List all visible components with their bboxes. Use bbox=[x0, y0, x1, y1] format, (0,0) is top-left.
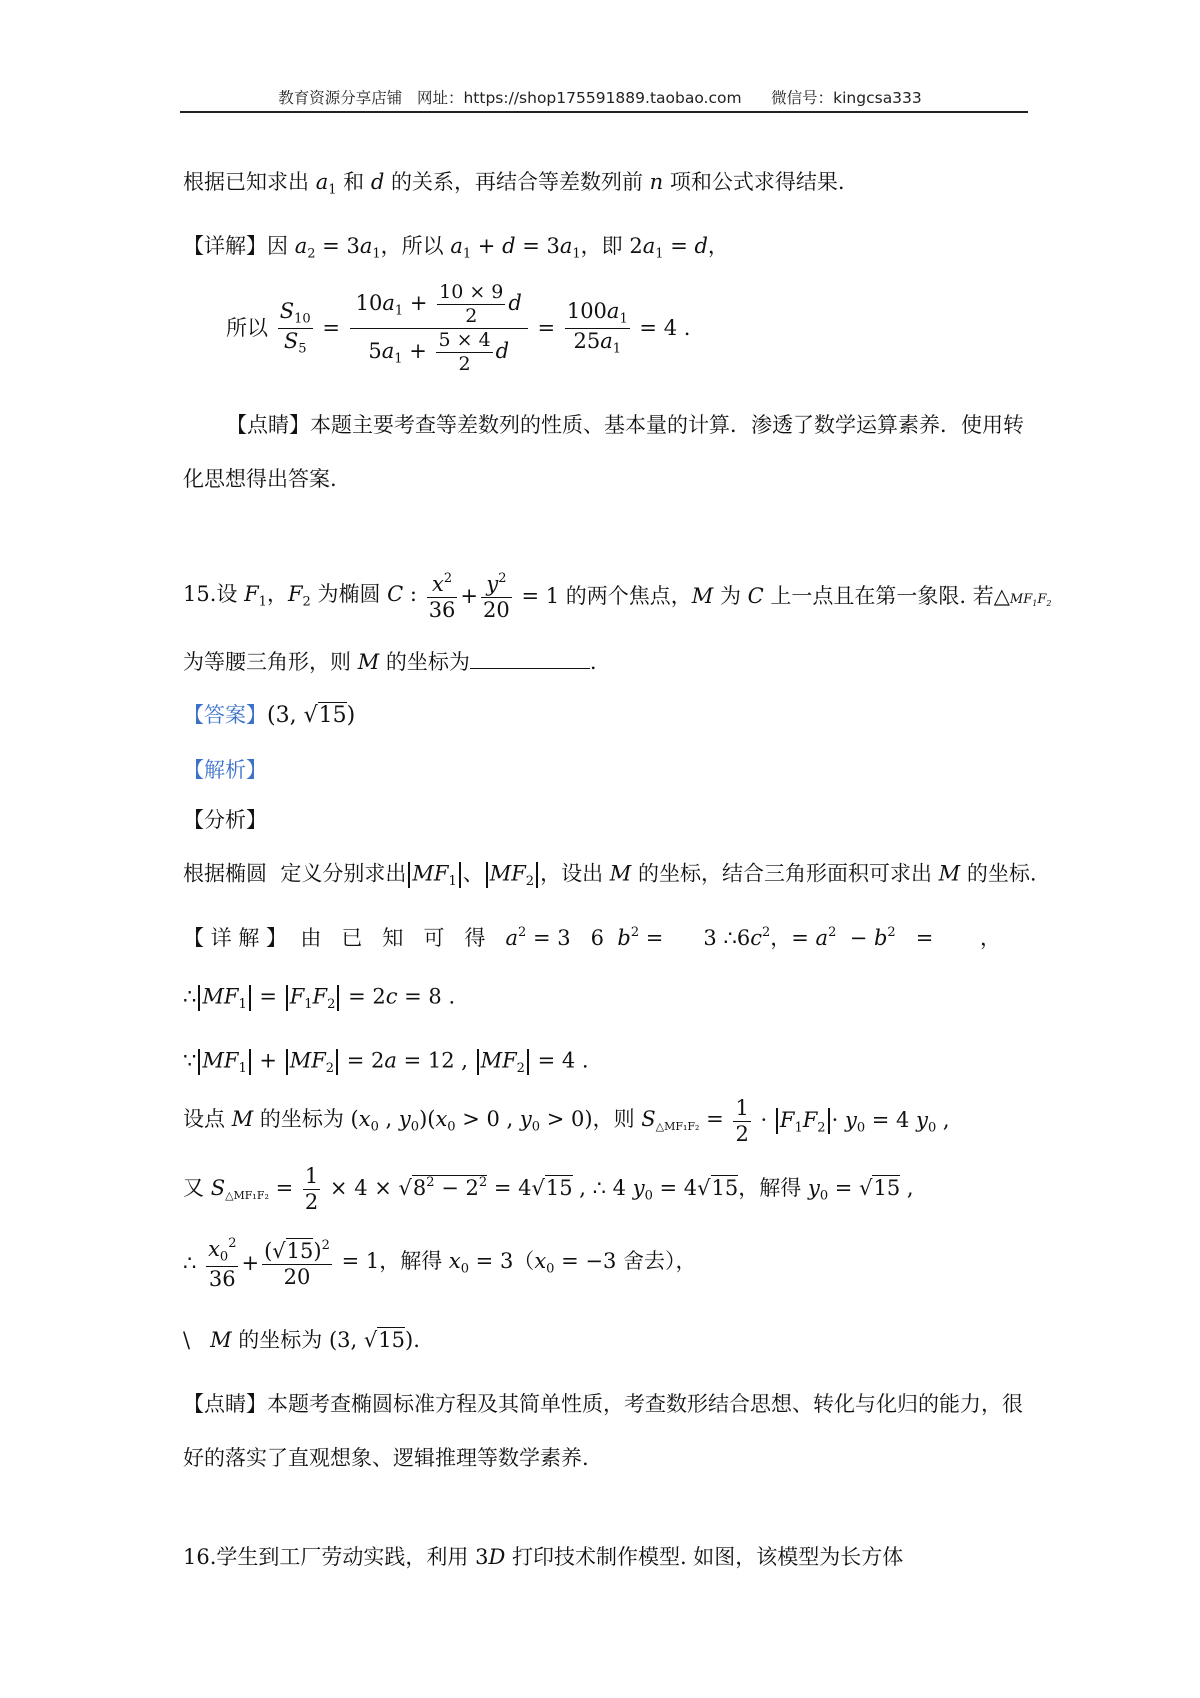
p15-answer-line bbox=[183, 705, 355, 727]
p15-step6: \ M 的坐标为 (3, √15). bbox=[183, 1328, 420, 1352]
p15-detail-line: 【 详 解 】 由 已 知 可 得 $a^2 = 3$ 6 $b^2$ = 3 $\therefore 6c^2$，= $a^2 - b^2$ = ， bbox=[183, 925, 1002, 951]
p14-comment-text1: 本题主要考查等差数列的性质、基本量的计算．渗透了数学运算素养．使用转 bbox=[310, 413, 1024, 437]
page-header: 教育资源分享店铺 网址：https://shop175591889.taobao.com 微信号：kingcsa333 bbox=[278, 89, 922, 107]
p15-question-line2: 为等腰三角形，则 M 的坐标为 . bbox=[183, 650, 597, 674]
half-fraction: $\frac{1}{2}$ bbox=[735, 1096, 749, 1146]
p14-detail-text: 因 $a_2 = 3a_1$，所以 $a_1 + d = 3a_1$，即 $2a_1 = d$， bbox=[267, 234, 729, 262]
p14-analysis-text: 根据已知求出 $a_1$ 和 d 的关系，再结合等差数列前 n 项和公式求得结果. bbox=[183, 170, 845, 198]
s10-over-s5: $\frac{S_{10}}{S_5}$ bbox=[279, 299, 311, 357]
question-end: . bbox=[589, 650, 597, 674]
ellipse-x-term: $\frac{x^2}{36}$ bbox=[428, 571, 456, 623]
p15-step4: 又 $S_{\triangle MF_1F_2}$ = $\frac{1}{2}$ × $4 \times √8^2 - 2^2 = 4√15$ , ∴ 4 $y_0 = 4√15$，解得 $y_0 = √15$ , bbox=[183, 1164, 914, 1214]
p15-question-line1: 15.设 $F_1$，$F_2$ 为椭圆 C : $\frac{x^2}{36}$ + $\frac{y^2}{20}$ = 1 的两个焦点，M 为 C 上一点且在第一象限. 若$\triangle MF_1F_2$ bbox=[183, 571, 1052, 623]
x0-term: $\frac{x_0^2}{36}$ bbox=[208, 1236, 237, 1291]
ratio-fraction: $\frac{100a_1}{25a_1}$ bbox=[566, 299, 628, 357]
big-fraction: $10a_1$ + $\frac{10 \times 9}{2}$ d $5a_1$ + $\frac{5 \times 4}{2}$ d bbox=[350, 283, 528, 374]
half-fraction-2: $\frac{1}{2}$ bbox=[304, 1164, 319, 1214]
p15-comment-text1: 本题考查椭圆标准方程及其简单性质，考查数形结合思想、转化与化归的能力，很 bbox=[267, 1392, 1023, 1416]
p15-step3: 设点 M 的坐标为 ($x_0$ , $y_0)(x_0 > 0$ , $y_0 > 0$)，则 $S_{\triangle MF_1F_2}$ = $\frac{1}{2}$ · $F_1F_2 \cdot y_0 = 4$ $y_0$ , bbox=[183, 1096, 950, 1146]
p14-comment-line1 bbox=[226, 415, 1024, 436]
p15-comment-line1 bbox=[183, 1394, 1023, 1415]
answer-tag: 【答案】 bbox=[183, 703, 267, 727]
fenxi-tag: 【分析】 bbox=[183, 808, 267, 832]
p15-analysis-line: 根据椭圆 定义分别求出 $MF_1$ 、 $MF_2$ ，设出 M 的坐标，结合三角形面积可求出 M 的坐标. bbox=[183, 861, 1037, 890]
p15-step5: ∴ $\frac{x_0^2}{36}$ + $\frac{(√15)^2}{20}$ = 1，解得 $x_0 = 3(x_0 = -3$ 舍去）， bbox=[183, 1236, 697, 1291]
p15-comment-tag: 【点睛】 bbox=[183, 1392, 267, 1416]
p15-step2: ∵ $MF_1 + MF_2 = 2a = 12$ , $MF_2 = 4$ . bbox=[183, 1048, 589, 1077]
p14-analysis-line bbox=[183, 172, 845, 197]
p14-comment-tag: 【点睛】 bbox=[226, 413, 310, 437]
p14-comment-line2: 化思想得出答案. bbox=[183, 467, 337, 491]
p15-step1: ∴ $MF_1 = F_1F_2 = 2c = 8$ . bbox=[183, 984, 456, 1013]
answer-blank bbox=[470, 650, 590, 669]
ellipse-y-term: $\frac{y^2}{20}$ bbox=[483, 571, 510, 623]
p14-detail-line bbox=[183, 236, 729, 261]
sqrt15-term: $\frac{(√15)^2}{20}$ bbox=[264, 1237, 330, 1289]
header-rule bbox=[180, 111, 1028, 113]
answer-value: (3, √15) bbox=[267, 703, 356, 728]
p14-result-formula: 所以 $\frac{S_{10}}{S_5}$ = $10a_1$ + $\frac{10 \times 9}{2}$ d $5a_1$ + $\frac{5 \times 4}{2}$ d = $\frac{100a_1}{25a_1}$ = 4 . bbox=[226, 281, 691, 375]
p15-comment-line2: 好的落实了直观想象、逻辑推理等数学素养. bbox=[183, 1446, 589, 1470]
p14-detail-tag: 【详解】 bbox=[183, 234, 267, 258]
p16-question-line1: 16.学生到工厂劳动实践，利用 3D 打印技术制作模型. 如图，该模型为长方体 bbox=[183, 1545, 904, 1569]
p15-detail-tag: 【 详 解 】 bbox=[183, 926, 288, 951]
p14-suoyi: 所以 bbox=[226, 316, 268, 340]
analysis-tag: 【解析】 bbox=[183, 758, 267, 782]
